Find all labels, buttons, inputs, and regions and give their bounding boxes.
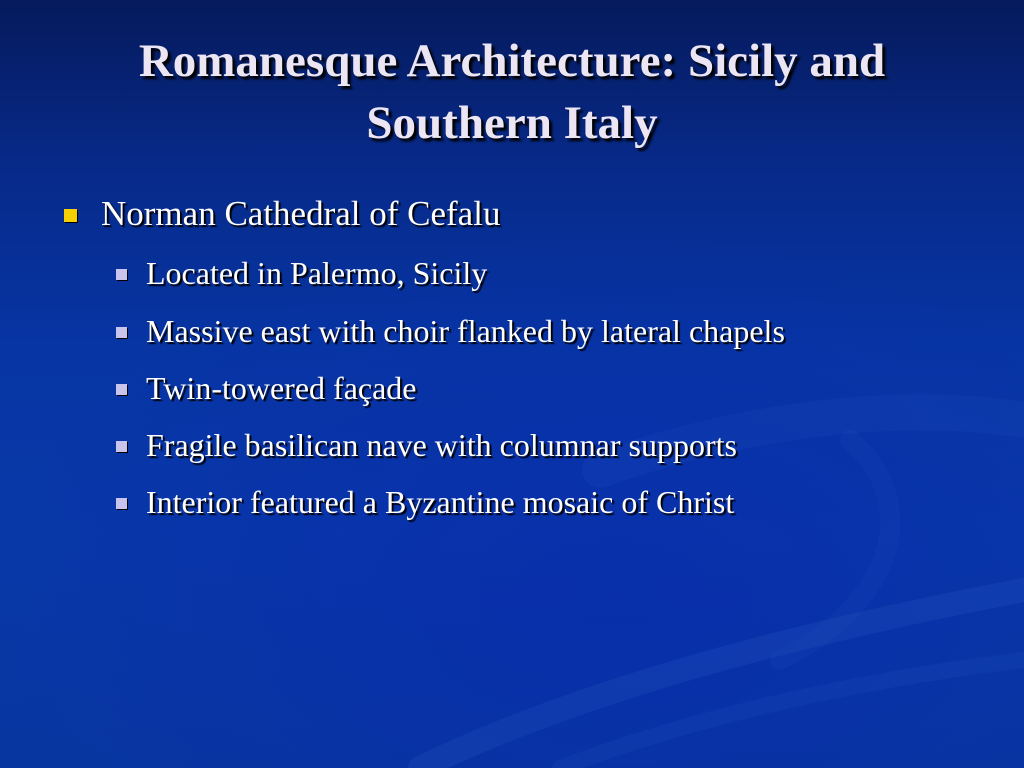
slide-title-line-1: Romanesque Architecture: Sicily and	[138, 35, 886, 87]
sub-bullet-item	[116, 423, 737, 467]
square-sub-bullet-icon	[116, 269, 127, 280]
bullet-text: Norman Cathedral of Cefalu	[101, 194, 501, 233]
sub-bullet-text: Interior featured a Byzantine mosaic of Christ	[146, 484, 735, 520]
square-sub-bullet-icon	[116, 327, 127, 338]
sub-bullet-item	[116, 480, 734, 524]
square-sub-bullet-icon	[116, 384, 127, 395]
bullet-item	[64, 190, 500, 238]
slide-title-line-2: Southern Italy	[366, 97, 658, 149]
sub-bullet-item	[116, 251, 487, 295]
sub-bullet-item	[116, 366, 417, 410]
sub-bullet-text: Fragile basilican nave with columnar supports	[146, 427, 737, 463]
square-sub-bullet-icon	[116, 441, 127, 452]
sub-bullet-text: Located in Palermo, Sicily	[146, 255, 488, 291]
square-sub-bullet-icon	[116, 498, 127, 509]
square-bullet-icon	[64, 209, 77, 222]
sub-bullet-item	[116, 309, 785, 353]
sub-bullet-text: Massive east with choir flanked by lateral chapels	[146, 313, 785, 349]
sub-bullet-text: Twin-towered façade	[146, 370, 417, 406]
